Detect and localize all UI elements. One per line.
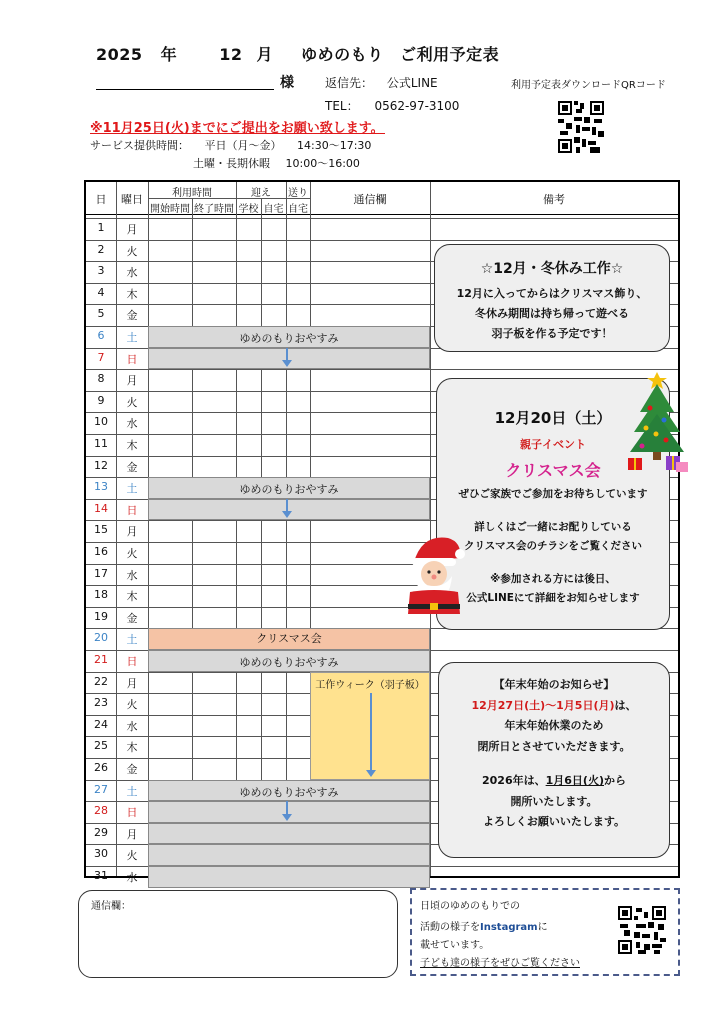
holiday-time: 10:00～16:00 (285, 157, 360, 170)
row-weekday: 月 (126, 525, 138, 539)
row-date: 16 (94, 545, 108, 558)
column-line (236, 182, 237, 876)
arrow-down-icon (286, 499, 288, 513)
xmas-line-3: クリスマス会のチラシをご覧ください (463, 540, 643, 552)
xmas-date: 12月20日（土） (494, 409, 612, 427)
row-weekday: 水 (126, 719, 138, 733)
row-weekday: 木 (126, 590, 138, 604)
row-weekday: 日 (126, 352, 138, 366)
row-weekday: 月 (126, 223, 138, 236)
header-end-time: 終了時間 (194, 204, 234, 215)
row-weekday: 木 (126, 439, 138, 452)
row-weekday: 金 (126, 309, 138, 323)
row-date: 14 (94, 501, 108, 515)
header-notes: 備考 (543, 193, 565, 206)
new-year-line-5: 開所いたします。 (510, 794, 598, 808)
row-weekday: 火 (126, 244, 138, 258)
reopen-post: から (604, 774, 626, 787)
row-date: 21 (94, 653, 108, 666)
row-date: 3 (97, 264, 105, 278)
insta-line-3: 載せています。 (420, 940, 490, 951)
row-date: 2 (97, 242, 105, 256)
row-date: 13 (94, 480, 108, 494)
new-year-body (439, 663, 669, 833)
header-communication: 通信欄 (353, 193, 387, 206)
closed-band (148, 866, 430, 888)
row-date: 10 (94, 415, 108, 429)
tel-info (325, 97, 459, 114)
row-weekday: 月 (126, 676, 138, 690)
instagram-brand: Instagram (480, 922, 538, 933)
deadline-notice: ※11月25日(火)までにご提出をお願い致します。 (90, 121, 384, 136)
row-weekday: 土 (126, 633, 138, 647)
new-year-dates-suffix: は、 (614, 698, 637, 712)
row-date: 1 (97, 221, 105, 234)
instagram-box (410, 888, 680, 976)
new-year-line-2: 年末年始休業のため (504, 719, 604, 732)
row-date: 7 (97, 350, 105, 364)
communication-label: 通信欄： (91, 901, 131, 912)
insta-line-2 (420, 918, 548, 933)
santa-icon (402, 532, 466, 618)
header-day: 日 (95, 193, 107, 206)
reopen-pre: 2026年は、 (482, 774, 546, 787)
insta-line-1: 日頃のゆめのもりでの (420, 901, 520, 912)
row-weekday: 水 (126, 568, 138, 582)
craft-title: ☆12月・冬休み工作☆ (480, 261, 624, 277)
title-month: 12 (219, 45, 243, 64)
row-line (86, 369, 678, 370)
row-weekday: 火 (126, 547, 138, 560)
row-date: 20 (94, 631, 108, 645)
header-usage-time: 利用時間 (172, 188, 212, 199)
insta-line-4: 子ども達の様子をぜひご覧ください (420, 958, 580, 969)
header-pickup-home: 自宅 (263, 204, 284, 215)
reopen-line (439, 771, 669, 792)
new-year-title: 【年末年始のお知らせ】 (493, 678, 615, 691)
service-hours-weekday (90, 137, 383, 153)
column-line (148, 182, 149, 876)
closed-band (148, 844, 430, 866)
xmas-line-2: 詳しくはご一緒にお配りしている (474, 521, 632, 533)
holiday-label: 土曜・長期休暇 (193, 157, 270, 170)
row-line (86, 240, 678, 241)
sama-label: 様 (280, 75, 294, 91)
row-weekday: 火 (126, 698, 138, 712)
download-qr-code[interactable] (558, 101, 604, 153)
row-date: 19 (94, 609, 108, 623)
closed-label: ゆめのもりおやすみ (239, 785, 339, 799)
instagram-qr-code[interactable] (618, 906, 666, 958)
column-line (192, 198, 193, 876)
header-pickup-school: 学校 (238, 204, 259, 215)
reopen-date: 1月6日(火) (545, 774, 604, 787)
header-double-line (86, 218, 678, 219)
arrow-down-icon (286, 348, 288, 362)
title-text: ゆめのもり ご利用予定表 (301, 45, 500, 64)
row-date: 18 (94, 588, 108, 602)
row-date: 28 (94, 804, 108, 818)
reply-value: 公式LINE (386, 76, 438, 90)
column-line (261, 198, 262, 876)
craft-notice-bubble (434, 244, 670, 352)
row-weekday: 木 (126, 287, 138, 301)
row-weekday: 土 (126, 482, 138, 496)
row-date: 31 (94, 869, 108, 882)
arrow-down-icon (286, 801, 288, 815)
xmas-body (437, 485, 669, 608)
row-weekday: 火 (126, 395, 138, 409)
header-weekday: 曜日 (121, 193, 143, 206)
header-pickup: 迎え (251, 188, 271, 199)
arrow-down-icon (370, 693, 372, 771)
qr-label: 利用予定表ダウンロードQRコード (511, 80, 666, 91)
row-weekday: 日 (126, 806, 138, 820)
row-weekday: 土 (126, 784, 138, 798)
row-weekday: 金 (126, 460, 138, 474)
row-date: 8 (97, 372, 105, 386)
row-weekday: 金 (126, 611, 138, 625)
row-weekday: 月 (126, 374, 138, 388)
new-year-dates: 12月27日(土)～1月5日(月) (471, 698, 615, 712)
service-hours-holiday (193, 155, 372, 171)
row-weekday: 土 (126, 331, 138, 344)
row-weekday: 日 (126, 655, 138, 668)
christmas-party-band: クリスマス会 (148, 628, 430, 650)
reply-label: 返信先： (325, 76, 374, 90)
row-date: 29 (94, 825, 108, 839)
christmas-tree-icon (626, 368, 688, 474)
row-date: 24 (94, 717, 108, 731)
row-date: 4 (97, 285, 105, 299)
instagram-qr-icon (618, 906, 666, 954)
row-date: 22 (94, 674, 108, 688)
craft-line-1: 12月に入ってからはクリスマス飾り、 (456, 287, 648, 300)
row-weekday: 火 (126, 849, 138, 863)
qr-icon (558, 101, 604, 153)
xmas-line-4: ※参加される方には後日、 (490, 573, 616, 585)
new-year-line-3: 閉所日とさせていただきます。 (477, 739, 631, 753)
tel-label: TEL： (325, 99, 359, 113)
page-title (96, 42, 499, 65)
column-line (430, 182, 431, 876)
row-date: 30 (94, 847, 108, 861)
header-dropoff-home: 自宅 (288, 204, 308, 215)
row-date: 25 (94, 739, 108, 753)
service-label: サービス提供時間： (90, 139, 189, 152)
row-weekday: 金 (126, 763, 138, 776)
row-date: 5 (97, 307, 105, 321)
row-weekday: 日 (126, 503, 138, 517)
title-year-unit: 年 (160, 45, 178, 64)
communication-box[interactable] (78, 890, 398, 978)
row-date: 6 (97, 329, 105, 342)
header-dropoff: 送り (288, 188, 308, 199)
new-year-dates-line (439, 696, 669, 717)
insta-pre: 活動の様子を (420, 922, 480, 933)
weekday-label: 平日（月～金） (204, 139, 282, 152)
closed-label: ゆめのもりおやすみ (239, 332, 339, 345)
row-weekday: 木 (126, 741, 138, 755)
title-month-unit: 月 (256, 45, 274, 64)
row-weekday: 水 (126, 417, 138, 431)
row-weekday: 水 (126, 266, 138, 280)
name-input-line[interactable] (96, 72, 274, 90)
row-date: 26 (94, 761, 108, 774)
closed-band (148, 823, 430, 845)
header-start-time: 開始時間 (150, 204, 190, 215)
row-date: 23 (94, 696, 108, 710)
reply-info (325, 74, 438, 91)
row-date: 12 (94, 458, 108, 472)
weekday-time: 14:30～17:30 (297, 139, 372, 152)
title-year: 2025 (96, 45, 143, 64)
closed-label: ゆめのもりおやすみ (239, 483, 339, 497)
xmas-line-1: ぜひご家族でご参加をお待ちしています (458, 488, 648, 500)
xmas-subtitle: 親子イベント (520, 438, 586, 451)
deadline-underline (90, 133, 385, 134)
new-year-notice-bubble (438, 662, 670, 858)
new-year-line-6: よろしくお願いいたします。 (482, 815, 626, 828)
row-date: 9 (97, 393, 105, 407)
xmas-line-5: 公式LINEにて詳細をお知らせします (466, 592, 640, 604)
craft-line-2: 冬休み期間は持ち帰って遊べる (475, 307, 629, 320)
xmas-title: クリスマス会 (505, 461, 601, 480)
tel-value: 0562-97-3100 (374, 99, 460, 113)
column-line (286, 182, 287, 876)
row-date: 17 (94, 566, 108, 580)
closed-label: ゆめのもりおやすみ (239, 656, 339, 669)
craft-body (435, 284, 669, 344)
row-date: 15 (94, 523, 108, 537)
row-date: 27 (94, 782, 108, 796)
row-weekday: 水 (126, 871, 138, 884)
craft-line-3: 羽子板を作る予定です！ (491, 327, 613, 340)
row-date: 11 (94, 437, 108, 450)
row-weekday: 月 (126, 827, 138, 841)
insta-post: に (537, 922, 548, 933)
header-bottom-line (86, 214, 678, 215)
craft-week-label: 工作ウィーク（羽子板） (315, 679, 425, 691)
